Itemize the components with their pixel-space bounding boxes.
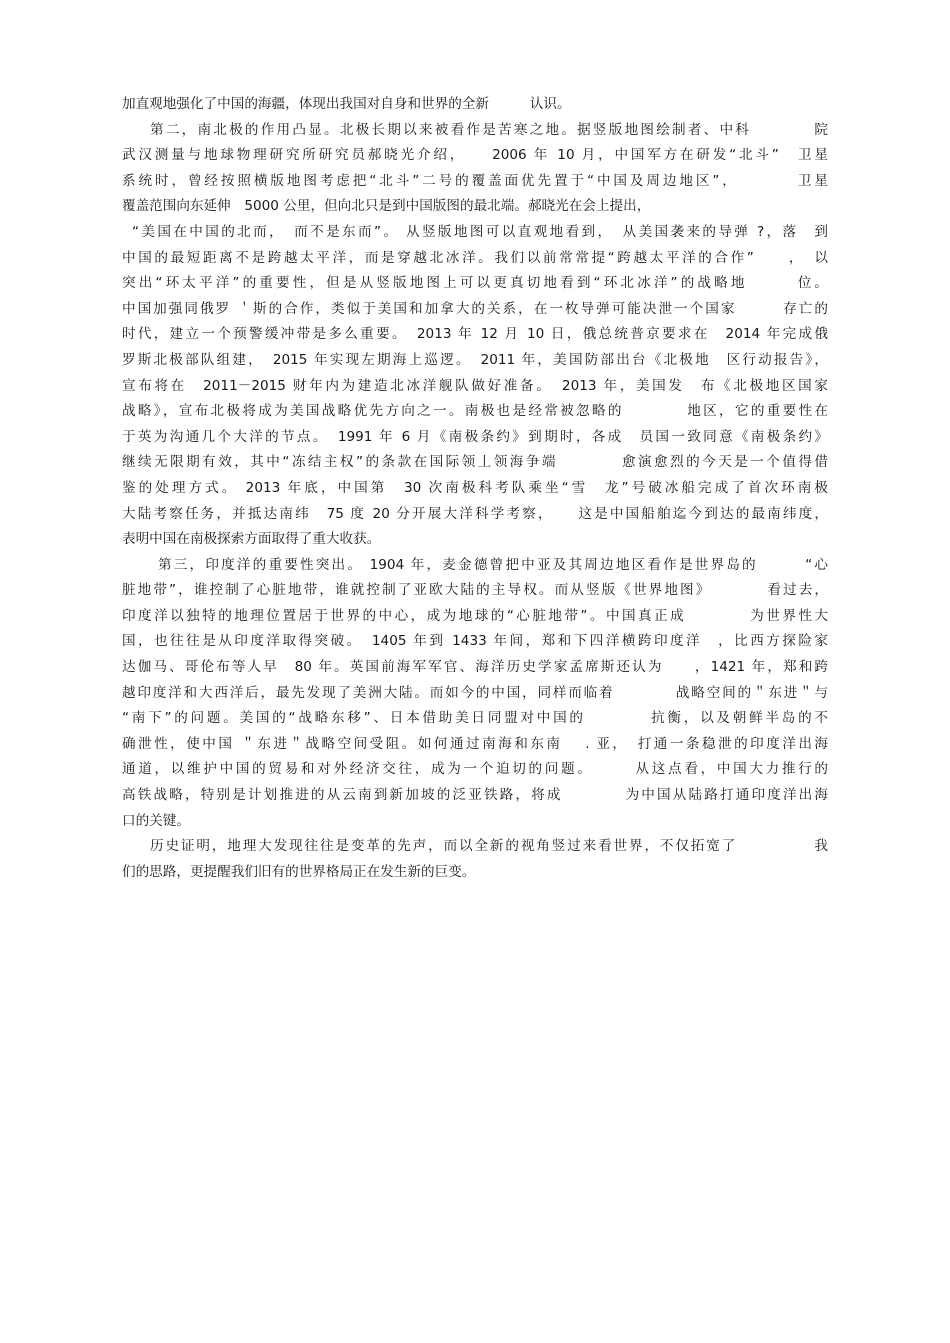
paragraph-line-8: 突出“环太平洋”的重要性，但是从竖版地图上可以更真切地看到“环北冰洋”的战略地 位。 [122,275,828,292]
paragraph-line-12: 宣布将在 2011－2015 财年内为建造北冰洋舰队做好准备。 2013 年，美国发 布《北极地区国家 [122,377,828,394]
paragraph-line-29: 口的关键。 [122,812,190,829]
paragraph-line-25: “南下”的问题。美国的“战略东移”、日本借助美日同盟对中国的 抗衡，以及朝鲜半岛的不 [122,710,828,727]
paragraph-line-31: 们的思路，更提醒我们旧有的世界格局正在发生新的巨变。 [122,863,476,880]
paragraph-line-13: 战略》，宣布北极将成为美国战略优先方向之一。南极也是经常被忽略的 地区，它的重要性在 [122,403,828,420]
paragraph-line-2: 第二，南北极的作用凸显。北极长期以来被看作是苦寒之地。据竖版地图绘制者、中科 院 [150,121,828,138]
paragraph-line-19: 第三，印度洋的重要性突出。 1904 年，麦金德曾把中亚及其周边地区看作是世界岛的 “心 [158,556,828,573]
paragraph-line-20: 脏地带”，谁控制了心脏地带，谁就控制了亚欧大陆的主导权。而从竖版《世界地图》 看过去， [122,582,828,599]
paragraph-line-26: 确泄性，使中国 ＂东进＂战略空间受阻。如何通过南海和东南 . 亚， 打通一条稳泄的印度洋出海 [122,735,828,752]
paragraph-line-17: 大陆考察任务，并抵达南纬 75 度 20 分开展大洋科学考察， 这是中国船舶迄今到达的最南纬度， [122,505,828,522]
paragraph-line-7: 中国的最短距离不是跨越太平洋，而是穿越北冰洋。我们以前常常提“跨越太平洋的合作” ， 以 [122,249,828,266]
paragraph-line-14: 于英为沟通几个大洋的节点。 1991 年 6 月《南极条约》到期时，各成 员国一致同意《南极条约》 [122,428,828,445]
paragraph-line-6: “美国在中国的北而， 而不是东而”。 从竖版地图可以直观地看到， 从美国袭来的导弹 ?，落 到 [132,223,828,240]
paragraph-line-22: 国，也往往是从印度洋取得突破。 1405 年到 1433 年间，郑和下四洋横跨印度洋 ，比西方探险家 [122,633,828,650]
paragraph-line-15: 继续无限期有效，其中“冻结主权”的条款在国际领丄领海争端 愈演愈烈的今天是一个值得借 [122,454,828,471]
paragraph-line-24: 越印度洋和大西洋后，最先发现了美洲大陆。而如今的中国，同样而临着 战略空间的＂东进＂与 [122,684,828,701]
paragraph-line-11: 罗斯北极部队组建， 2015 年实现左期海上巡逻。 2011 年，美国防部出台《北极地 区行动报告》， [122,351,828,368]
paragraph-line-28: 高铁战略，特别是计划推进的从云南到新加坡的泛亚铁路，将成 为中国从陆路打通印度洋出海 [122,787,828,804]
paragraph-line-5: 覆盖范围向东延伸 5000 公里，但向北只是到中国版图的最北端。郝晓光在会上提出， [122,198,651,215]
paragraph-line-21: 印度洋以独特的地理位置居于世界的中心，成为地球的“心脏地带”。中国真正成 为世界性大 [122,607,828,624]
paragraph-line-3: 武汉测量与地球物理研究所研究员郝晓光介绍， 2006 年 10 月，中国军方在研发“北斗” 卫星 [122,147,828,164]
paragraph-line-27: 通道，以维护中国的贸易和对外经济交往，成为一个迫切的问题。 从这点看，中国大力推行的 [122,761,828,778]
paragraph-line-9: 中国加强同俄罗 ＇斯的合作，类似于美国和加拿大的关系，在一枚导弹可能决泄一个国家 存亡的 [122,300,828,317]
paragraph-line-30: 历史证明，地理大发现往往是变革的先声，而以全新的视角竖过来看世界，不仅拓宽了 我 [150,838,828,855]
paragraph-line-23: 达伽马、哥伦布等人早 80 年。英国前海军军官、海洋历史学家孟席斯还认为 ，1421 年，郑和跨 [122,659,828,676]
document-body [122,92,828,885]
paragraph-line-18: 表明中国在南极探索方面取得了重大收获。 [122,531,381,548]
paragraph-line-10: 时代，建立一个预警缓冲带是多么重要。 2013 年 12 月 10 日，俄总统普京要求在 2014 年完成俄 [122,326,828,343]
paragraph-line-4: 系统时，曾经按照横版地图考虑把“北斗”二号的覆盖面优先置于“中国及周边地区”， 卫星 [122,172,828,189]
paragraph-line-16: 鉴的处理方式。 2013 年底，中国第 30 次南极科考队乘坐“雪 龙”号破冰船完成了首次环南极 [122,479,828,496]
paragraph-line-1: 加直观地强化了中国的海疆，体现出我国对自身和世界的全新 认识。 [122,96,571,112]
